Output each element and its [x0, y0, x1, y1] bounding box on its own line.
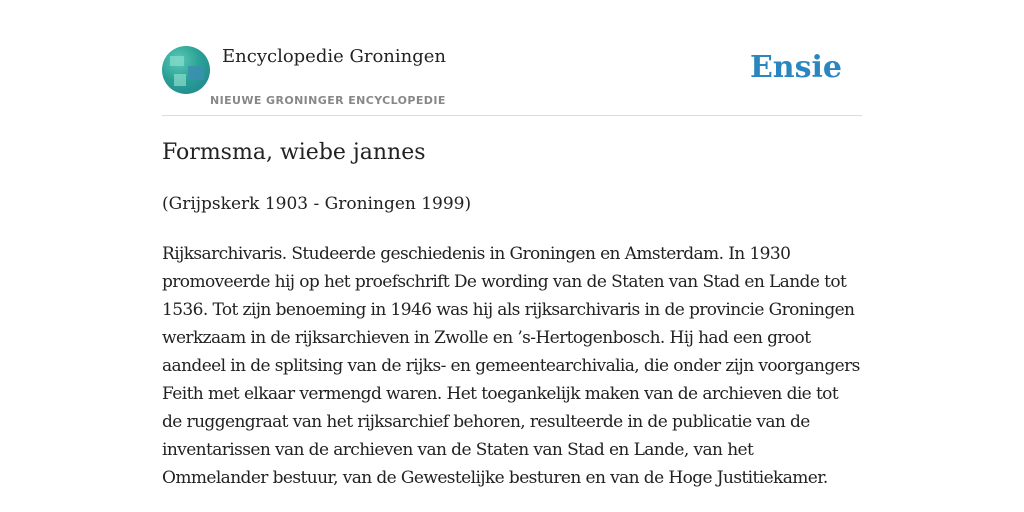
entry-dates: (Grijpskerk 1903 - Groningen 1999) — [162, 194, 472, 214]
site-subtitle: NIEUWE GRONINGER ENCYCLOPEDIE — [210, 94, 446, 107]
logo-tile — [170, 56, 184, 66]
site-header — [162, 0, 862, 116]
entry-title: Formsma, wiebe jannes — [162, 140, 426, 165]
logo-tile — [174, 74, 186, 86]
entry-body: Rijksarchivaris. Studeerde geschiedenis in Groningen en Amsterdam. In 1930 promoveerde hij op het proefschrift De wording van de Staten van Stad en Lande tot 1536. Tot zijn benoeming in 1946 was hij als rijksarchivaris in de provincie Groningen werkzaam in de rijksarchieven in Zwolle en ’s-Hertogenbosch. Hij had een groot aandeel in de splitsing van de rijks- en gemeentearchivalia, die onder zijn voorgangers Feith met elkaar vermengd waren. Het toegankelijk maken van de archieven die tot de ruggengraat van het rijksarchief behoren, resulteerde in de publicatie van de inventarissen van de archieven van de Staten van Stad en Lande, van het Ommelander bestuur, van de Gewestelijke besturen en van de Hoge Justitiekamer. — [162, 244, 860, 488]
logo-tile — [188, 66, 204, 80]
site-title-link[interactable]: Encyclopedie Groningen — [222, 46, 447, 67]
ensie-brand-link[interactable]: Ensie — [749, 50, 842, 85]
site-logo[interactable] — [162, 46, 210, 94]
